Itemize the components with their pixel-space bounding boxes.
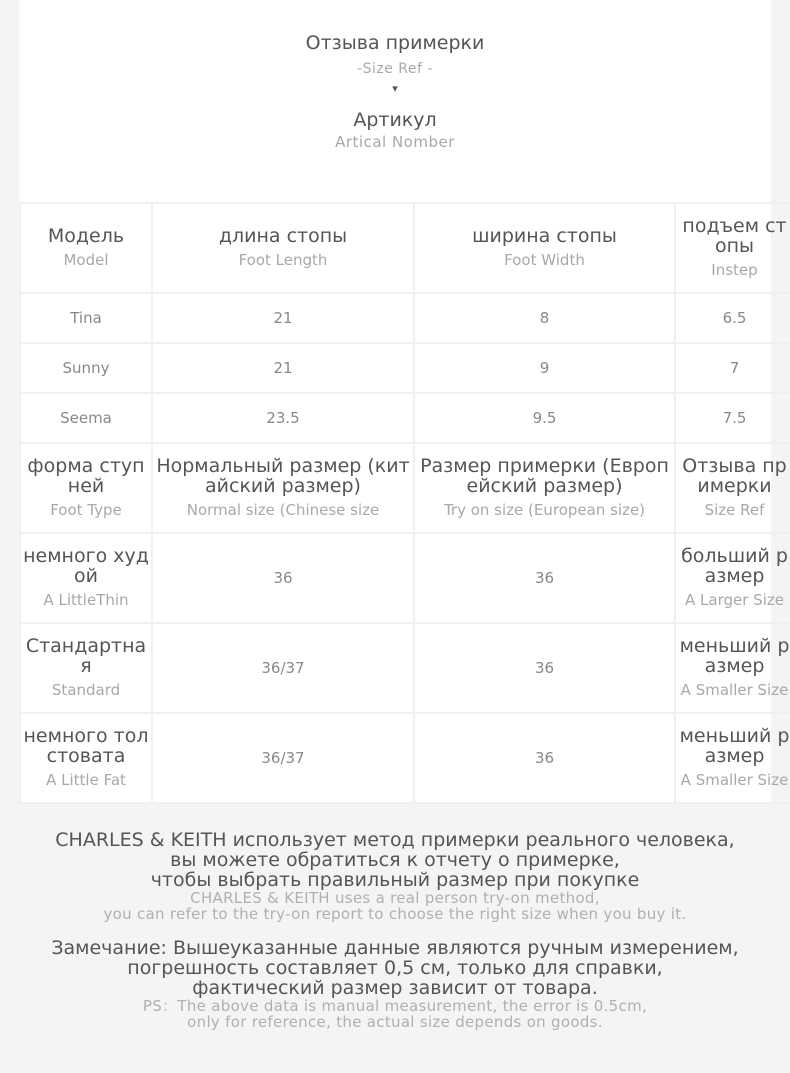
remark-note-en-line: PS：The above data is manual measurement, the error is 0.5cm, bbox=[142, 997, 648, 1015]
header-ru: длина стопы bbox=[218, 225, 348, 247]
method-note-ru-line: CHARLES & KEITH использует метод примерки реального человека, bbox=[55, 829, 735, 851]
size-ref-ru: меньший размер bbox=[679, 635, 790, 677]
method-note-en-line: CHARLES & KEITH uses a real person try-on method, bbox=[190, 889, 600, 907]
foot-type-ru: немного толстовата bbox=[23, 725, 149, 767]
article-title: Артикул bbox=[353, 109, 437, 131]
remark-note-en-line: only for reference, the actual size depends on goods. bbox=[187, 1013, 603, 1031]
table-row bbox=[20, 293, 790, 343]
normal-size-cell: 36/37 bbox=[152, 623, 414, 713]
header-en: Instep bbox=[711, 261, 758, 279]
foot-type-cell bbox=[20, 533, 152, 623]
header-en: Model bbox=[63, 251, 109, 269]
size-ref-en: A Smaller Size bbox=[680, 771, 789, 789]
header-ru: подъем стопы bbox=[682, 215, 787, 257]
method-note-ru-line: чтобы выбрать правильный размер при покупке bbox=[150, 869, 640, 891]
remark-note-ru-line: фактический размер зависит от товара. bbox=[192, 977, 598, 999]
arrow-down-icon: ▾ bbox=[392, 82, 398, 95]
instep-cell: 6.5 bbox=[675, 293, 790, 343]
notes-section bbox=[0, 830, 790, 1030]
instep-cell: 7 bbox=[675, 343, 790, 393]
size-ref-en: A Smaller Size bbox=[680, 681, 789, 699]
model-name-cell: Seema bbox=[20, 393, 152, 443]
foot-length-cell: 21 bbox=[152, 343, 414, 393]
size-ref-subtitle: -Size Ref - bbox=[357, 61, 433, 77]
size-ref-cell bbox=[675, 713, 790, 803]
foot-type-en: A LittleThin bbox=[43, 591, 129, 609]
header-cell bbox=[414, 443, 675, 533]
header-cell bbox=[20, 443, 152, 533]
foot-type-ru: немного худой bbox=[23, 545, 149, 587]
size-chart-panel bbox=[19, 0, 790, 802]
size-table bbox=[19, 202, 790, 804]
header-cell bbox=[414, 203, 675, 293]
size-ref-title: Отзыва примерки bbox=[305, 32, 485, 54]
header-en: Try on size (European size) bbox=[443, 501, 646, 519]
foot-width-cell: 8 bbox=[414, 293, 675, 343]
size-ref-cell bbox=[675, 623, 790, 713]
size-table-header bbox=[20, 443, 790, 533]
header-ru: Размер примерки (Европейский размер) bbox=[420, 455, 669, 497]
header-en: Foot Type bbox=[50, 501, 122, 519]
table-row bbox=[20, 713, 790, 803]
table-row bbox=[20, 623, 790, 713]
foot-type-cell bbox=[20, 623, 152, 713]
model-table-header bbox=[20, 203, 790, 293]
header-ru: форма ступней bbox=[27, 455, 145, 497]
size-ref-ru: больший размер bbox=[681, 545, 788, 587]
instep-cell: 7.5 bbox=[675, 393, 790, 443]
method-note-en-line: you can refer to the try-on report to choose the right size when you buy it. bbox=[103, 905, 687, 923]
header-ru: ширина стопы bbox=[472, 225, 617, 247]
foot-type-en: A Little Fat bbox=[46, 771, 126, 789]
model-name-cell: Sunny bbox=[20, 343, 152, 393]
model-name-cell: Tina bbox=[20, 293, 152, 343]
try-on-size-cell: 36 bbox=[414, 533, 675, 623]
header-en: Foot Width bbox=[504, 251, 585, 269]
size-ref-en: A Larger Size bbox=[685, 591, 784, 609]
header-en: Foot Length bbox=[238, 251, 328, 269]
header-ru: Отзыва примерки bbox=[682, 455, 787, 497]
foot-width-cell: 9.5 bbox=[414, 393, 675, 443]
table-row bbox=[20, 533, 790, 623]
table-row bbox=[20, 343, 790, 393]
header-en: Normal size (Chinese size bbox=[186, 501, 380, 519]
foot-type-en: Standard bbox=[51, 681, 121, 699]
method-note-ru-line: вы можете обратиться к отчету о примерке, bbox=[170, 849, 620, 871]
foot-length-cell: 23.5 bbox=[152, 393, 414, 443]
article-subtitle: Artical Nomber bbox=[335, 133, 455, 151]
table-row bbox=[20, 393, 790, 443]
header-cell bbox=[675, 443, 790, 533]
header-ru: Модель bbox=[47, 225, 125, 247]
try-on-size-cell: 36 bbox=[414, 623, 675, 713]
normal-size-cell: 36/37 bbox=[152, 713, 414, 803]
size-ref-ru: меньший размер bbox=[679, 725, 790, 767]
normal-size-cell: 36 bbox=[152, 533, 414, 623]
remark-note-ru-line: Замечание: Вышеуказанные данные являются ручным измерением, bbox=[51, 937, 739, 959]
header-cell bbox=[20, 203, 152, 293]
size-ref-cell bbox=[675, 533, 790, 623]
header-cell bbox=[152, 203, 414, 293]
foot-length-cell: 21 bbox=[152, 293, 414, 343]
foot-type-cell bbox=[20, 713, 152, 803]
header-cell bbox=[675, 203, 790, 293]
remark-note-ru-line: погрешность составляет 0,5 см, только для справки, bbox=[127, 957, 663, 979]
header-en: Size Ref bbox=[704, 501, 765, 519]
header-cell bbox=[152, 443, 414, 533]
header-ru: Нормальный размер (китайский размер) bbox=[156, 455, 410, 497]
foot-type-ru: Стандартная bbox=[25, 635, 147, 677]
size-ref-header bbox=[19, 0, 771, 202]
try-on-size-cell: 36 bbox=[414, 713, 675, 803]
foot-width-cell: 9 bbox=[414, 343, 675, 393]
